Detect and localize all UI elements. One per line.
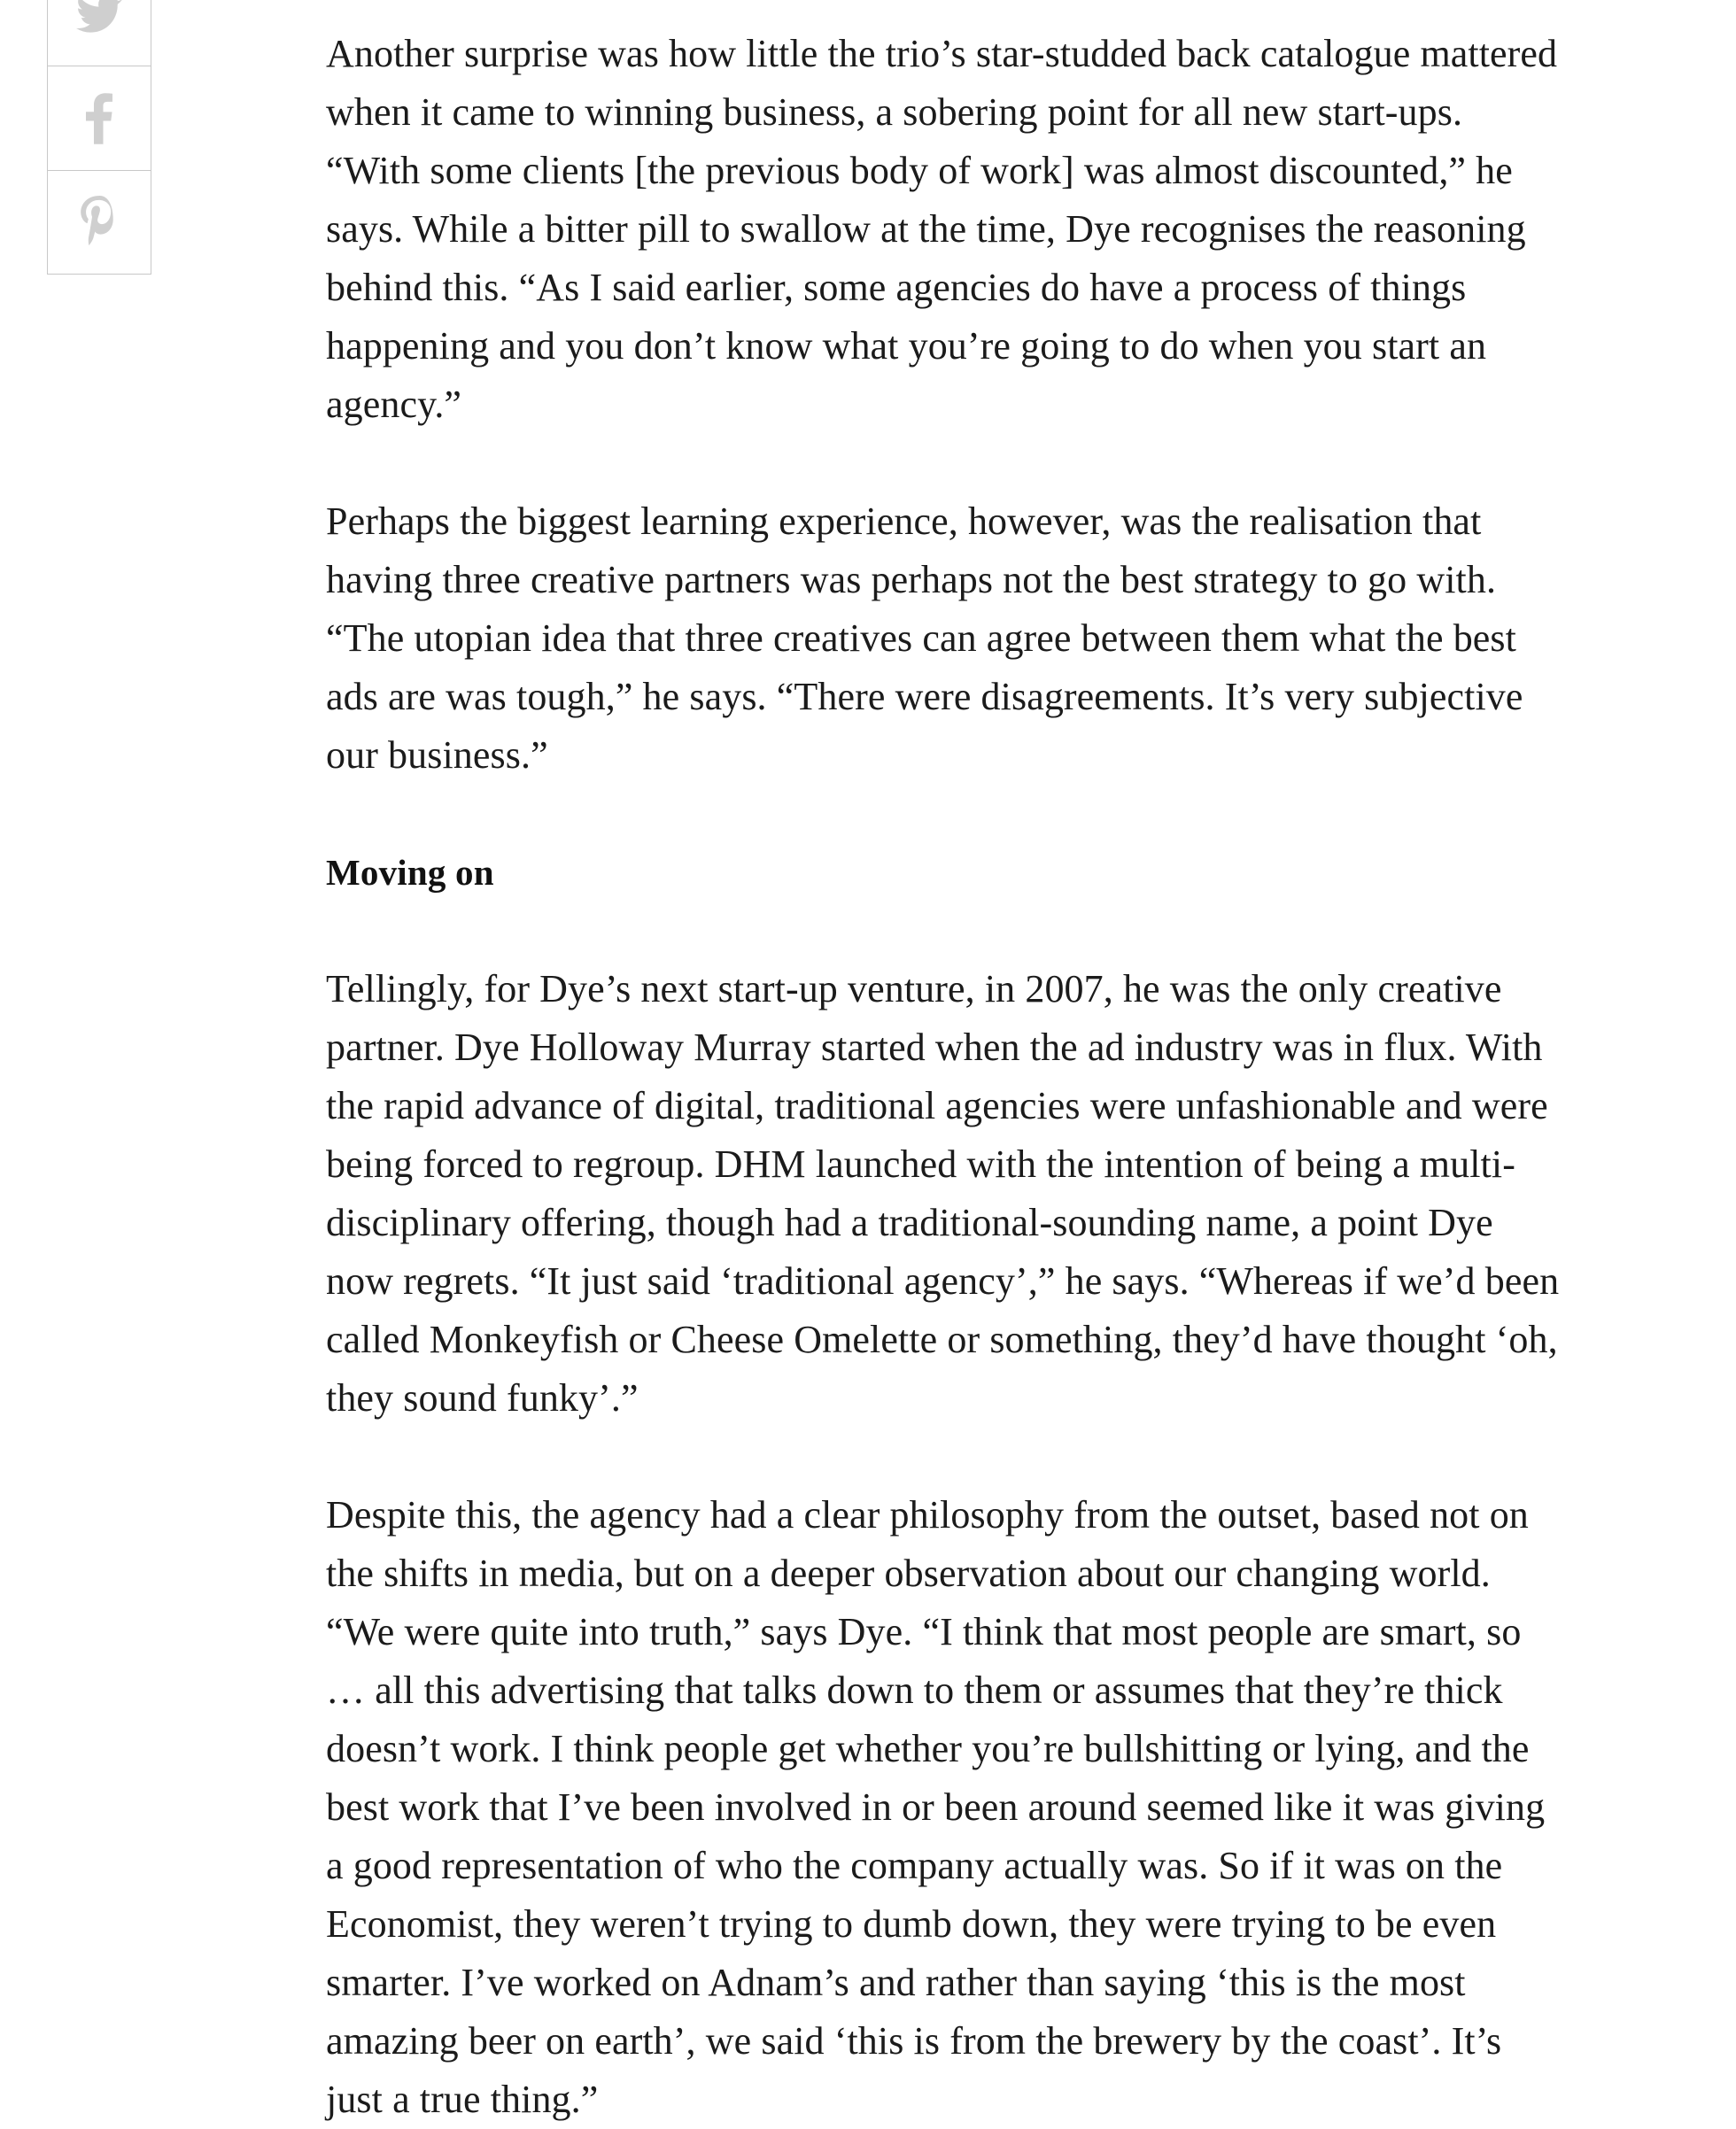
article-paragraph: Despite this, the agency had a clear philosophy from the outset, based not on the shifts in media, but on a deeper observation about our changing world. “We were quite into truth,” says Dye. “I think that most people are smart, so … all this advertising that talks down to them or assumes that they’re thick doesn’t work. I think people get whether you’re bullshitting or lying, and the best work that I’ve been involved in or been around seemed like it was giving a good representation of who the company actually was. So if it was on the Economist, they weren’t trying to dumb down, they were trying to be even smarter. I’ve worked on Adnam’s and rather than saying ‘this is the most amazing beer on earth’, we said ‘this is from the brewery by the coast’. It’s just a true thing.” xyxy=(326,1493,1546,2121)
article-subheading: Moving on xyxy=(326,852,494,893)
article-paragraph: Tellingly, for Dye’s next start-up venture, in 2007, he was the only creative partner. Dye Holloway Murray started when the ad industry was in flux. With the rapid advance of digital, traditional agencies were unfashionable and were being forced to regroup. DHM launched with the intention of being a multi-disciplinary offering, though had a traditional-sounding name, a point Dye now regrets. “It just said ‘traditional agency’,” he says. “Whereas if we’d been called Monkeyfish or Cheese Omelette or something, they’d have thought ‘oh, they sound funky’.” xyxy=(326,967,1560,1420)
pinterest-icon xyxy=(78,196,120,249)
share-button-pinterest[interactable] xyxy=(47,170,151,275)
article-paragraph: Perhaps the biggest learning experience, however, was the realisation that having three creative partners was perhaps not the best strategy to go with. “The utopian idea that three creatives can agree between them what the best ads are was tough,” he says. “There were disagreements. It’s very subjective our business.” xyxy=(326,499,1523,777)
social-share-rail xyxy=(47,0,151,275)
share-button-facebook[interactable] xyxy=(47,66,151,170)
twitter-icon xyxy=(76,0,122,34)
article-body xyxy=(326,0,1562,2129)
share-button-twitter[interactable] xyxy=(47,0,151,66)
article-paragraph: Another surprise was how little the trio’s star-studded back catalogue mattered when it came to winning business, a sobering point for all new start-ups. “With some clients [the previous body of work] was almost discounted,” he says. While a bitter pill to swallow at the time, Dye recognises the reasoning behind this. “As I said earlier, some agencies do have a process of things happening and you don’t know what you’re going to do when you start an agency.” xyxy=(326,32,1558,426)
facebook-icon xyxy=(86,93,112,144)
